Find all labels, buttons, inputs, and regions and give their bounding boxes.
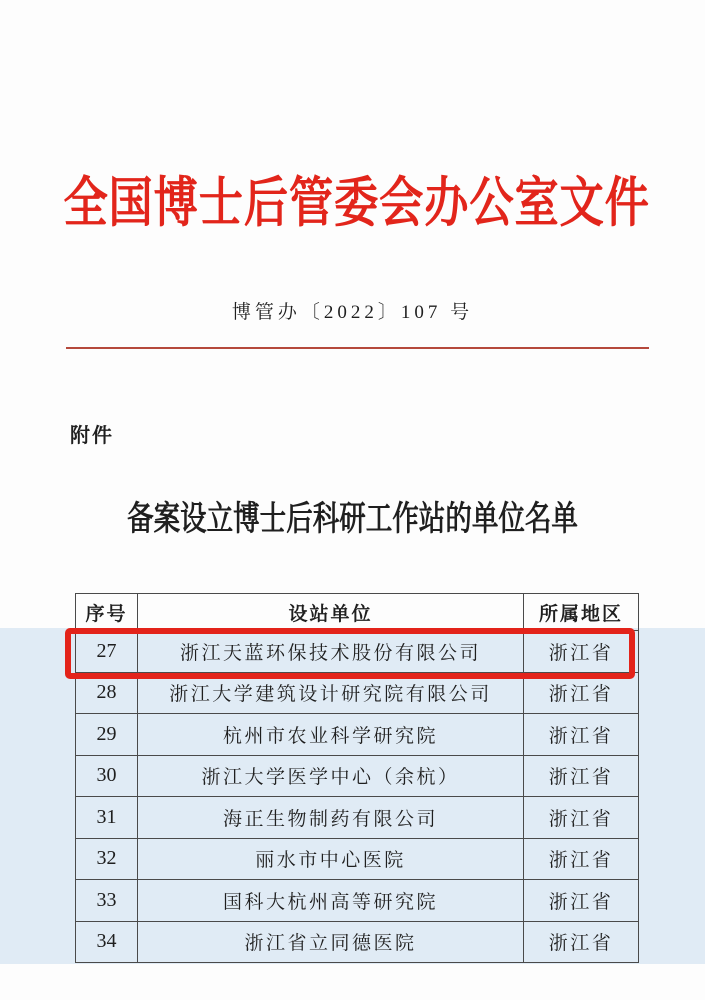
table-row: [76, 672, 639, 714]
region-cell: 浙江省: [524, 631, 639, 673]
row-number-cell: 27: [76, 631, 138, 673]
table-row: [76, 880, 639, 922]
table-row: [76, 755, 639, 797]
table-header-row: [76, 594, 639, 631]
table-row: [76, 797, 639, 839]
row-number-cell: 32: [76, 838, 138, 880]
row-number-cell: 29: [76, 714, 138, 756]
unit-name-cell: 浙江大学建筑设计研究院有限公司: [138, 672, 524, 714]
red-divider-line: [66, 347, 649, 349]
table-row: [76, 714, 639, 756]
header-cell-region: 所属地区: [524, 594, 639, 631]
region-cell: 浙江省: [524, 672, 639, 714]
row-number-cell: 30: [76, 755, 138, 797]
row-number-cell: 28: [76, 672, 138, 714]
region-cell: 浙江省: [524, 797, 639, 839]
document-number: 博管办〔2022〕107 号: [231, 302, 474, 323]
table-row-highlighted: [76, 631, 639, 673]
header-cell-serial: 序号: [76, 594, 138, 631]
region-cell: 浙江省: [524, 755, 639, 797]
document-title: 全国博士后管委会办公室文件: [63, 173, 650, 233]
region-cell: 浙江省: [524, 714, 639, 756]
unit-name-cell: 国科大杭州高等研究院: [138, 880, 524, 922]
table-row: [76, 838, 639, 880]
region-cell: 浙江省: [524, 838, 639, 880]
unit-name-cell: 杭州市农业科学研究院: [138, 714, 524, 756]
row-number-cell: 31: [76, 797, 138, 839]
unit-name-cell: 浙江大学医学中心（余杭）: [138, 755, 524, 797]
unit-name-cell: 海正生物制药有限公司: [138, 797, 524, 839]
region-cell: 浙江省: [524, 880, 639, 922]
row-number-cell: 33: [76, 880, 138, 922]
region-cell: 浙江省: [524, 921, 639, 963]
table-title: 备案设立博士后科研工作站的单位名单: [127, 501, 578, 538]
header-cell-unit: 设站单位: [138, 594, 524, 631]
row-number-cell: 34: [76, 921, 138, 963]
unit-name-cell: 浙江天蓝环保技术股份有限公司: [138, 631, 524, 673]
unit-name-cell: 丽水市中心医院: [138, 838, 524, 880]
table-row: [76, 921, 639, 963]
attachment-label: 附件: [70, 425, 114, 447]
unit-name-cell: 浙江省立同德医院: [138, 921, 524, 963]
units-table: [75, 593, 639, 963]
